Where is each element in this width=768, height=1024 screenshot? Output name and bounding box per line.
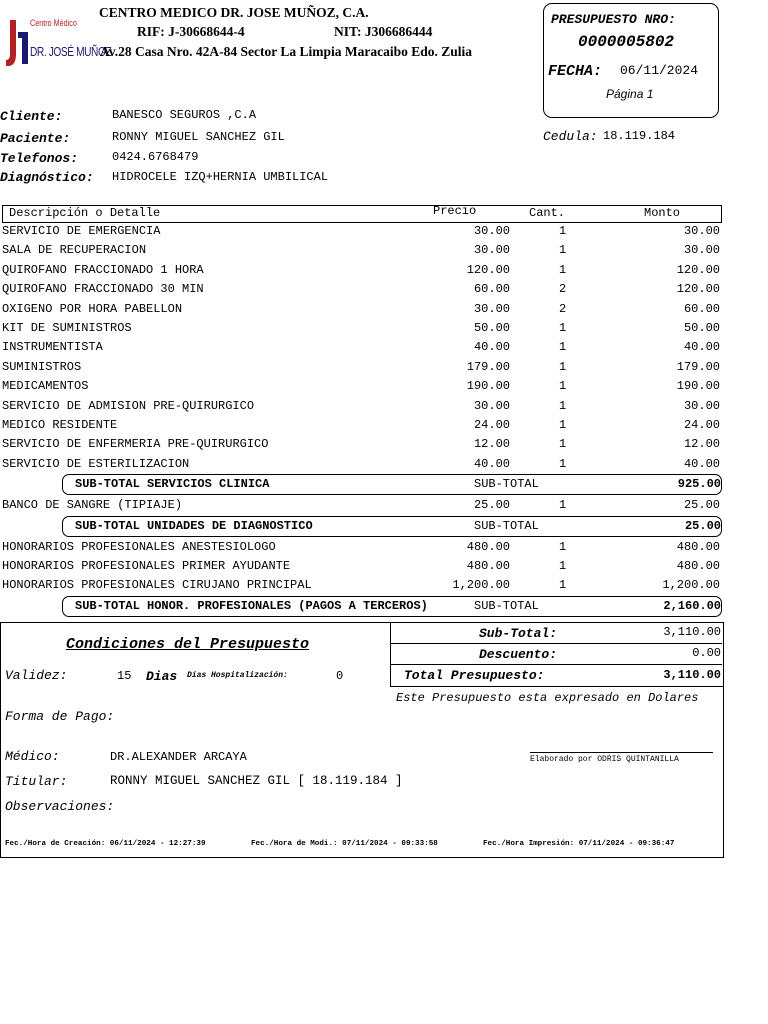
hospitalization-value: 0 bbox=[336, 669, 344, 683]
table-row bbox=[0, 279, 722, 298]
item-price: 120.00 bbox=[466, 262, 510, 277]
item-price: 179.00 bbox=[466, 359, 510, 374]
item-quantity: 1 bbox=[559, 340, 567, 355]
item-amount: 50.00 bbox=[683, 321, 720, 335]
subtotal-amount: 25.00 bbox=[684, 518, 721, 533]
item-quantity: 1 bbox=[559, 262, 567, 277]
total-value: 3,110.00 bbox=[663, 668, 721, 682]
table-row bbox=[0, 240, 722, 259]
item-description: SUMINISTROS bbox=[2, 359, 82, 374]
footer-printed: Fec./Hora Impresión: 07/11/2024 - 09:36:47 bbox=[483, 840, 675, 848]
subtotal-value: 3,110.00 bbox=[663, 625, 721, 639]
item-price: 12.00 bbox=[473, 437, 510, 452]
item-amount: 1,200.00 bbox=[662, 578, 720, 593]
signature-line bbox=[530, 752, 713, 753]
item-description: MEDICO RESIDENTE bbox=[2, 418, 118, 432]
col-qty-header: Cant. bbox=[529, 206, 566, 220]
item-description: SALA DE RECUPERACION bbox=[2, 243, 147, 258]
phones-label: Telefonos: bbox=[0, 151, 79, 166]
item-quantity: 1 bbox=[559, 539, 567, 554]
item-amount: 40.00 bbox=[683, 456, 720, 471]
company-address: Av.28 Casa Nro. 42A-84 Sector La Limpia Maracaibo Edo. Zulia bbox=[100, 44, 473, 59]
subtotal-row bbox=[62, 596, 722, 617]
total-label: Total Presupuesto: bbox=[404, 668, 545, 683]
item-description: HONORARIOS PROFESIONALES CIRUJANO PRINCIPAL bbox=[2, 578, 312, 593]
item-price: 50.00 bbox=[473, 321, 510, 335]
item-quantity: 1 bbox=[559, 437, 567, 452]
subtotal-tag: SUB-TOTAL bbox=[474, 518, 539, 533]
phones-value: 0424.6768479 bbox=[112, 150, 199, 164]
table-row bbox=[0, 495, 722, 514]
id-value: 18.119.184 bbox=[603, 129, 676, 143]
table-row bbox=[0, 221, 722, 240]
subtotal-tag: SUB-TOTAL bbox=[474, 598, 539, 613]
item-description: MEDICAMENTOS bbox=[2, 379, 89, 394]
item-price: 30.00 bbox=[473, 224, 510, 238]
table-row bbox=[0, 454, 722, 473]
company-name: CENTRO MEDICO DR. JOSE MUÑOZ, C.A. bbox=[99, 5, 369, 20]
hospitalization-label: Días Hospitalización: bbox=[187, 671, 288, 680]
diagnosis-value: HIDROCELE IZQ+HERNIA UMBILICAL bbox=[112, 170, 329, 184]
item-amount: 30.00 bbox=[683, 398, 720, 413]
table-row bbox=[0, 434, 722, 453]
item-amount: 12.00 bbox=[683, 437, 720, 452]
subtotal-amount: 2,160.00 bbox=[663, 598, 721, 613]
clinic-logo bbox=[4, 14, 112, 76]
subtotal-row bbox=[62, 474, 722, 495]
item-price: 30.00 bbox=[473, 398, 510, 413]
subtotal-label: SUB-TOTAL HONOR. PROFESIONALES (PAGOS A TERCEROS) bbox=[75, 598, 428, 613]
item-description: HONORARIOS PROFESIONALES PRIMER AYUDANTE bbox=[2, 559, 291, 573]
discount-label: Descuento: bbox=[479, 647, 558, 662]
doctor-label: Médico: bbox=[5, 749, 60, 764]
item-price: 190.00 bbox=[466, 379, 510, 394]
subtotal-label: SUB-TOTAL UNIDADES DE DIAGNOSTICO bbox=[75, 518, 313, 533]
table-row bbox=[0, 415, 722, 434]
budget-number: 0000005802 bbox=[578, 33, 675, 51]
item-price: 25.00 bbox=[473, 498, 510, 513]
item-quantity: 1 bbox=[559, 559, 567, 573]
item-amount: 60.00 bbox=[683, 301, 720, 316]
item-amount: 30.00 bbox=[683, 243, 720, 258]
footer-modified: Fec./Hora de Modi.: 07/11/2024 - 09:33:58 bbox=[251, 840, 438, 848]
table-row bbox=[0, 337, 722, 356]
subtotal-label: SUB-TOTAL SERVICIOS CLINICA bbox=[75, 477, 270, 492]
company-rif: RIF: J-30668644-4 bbox=[137, 24, 245, 39]
item-quantity: 1 bbox=[559, 224, 567, 238]
col-price-header: Precio bbox=[433, 204, 477, 218]
patient-value: RONNY MIGUEL SANCHEZ GIL bbox=[112, 130, 285, 144]
prepared-by: Elaborado por ODRIS QUINTANILLA bbox=[530, 755, 679, 764]
date-label: FECHA: bbox=[548, 63, 603, 80]
item-description: KIT DE SUMINISTROS bbox=[2, 321, 132, 335]
item-price: 60.00 bbox=[473, 282, 510, 297]
holder-value: RONNY MIGUEL SANCHEZ GIL [ 18.119.184 ] bbox=[110, 774, 403, 788]
subtotal-tag: SUB-TOTAL bbox=[474, 477, 539, 492]
item-quantity: 1 bbox=[559, 498, 567, 513]
client-value: BANESCO SEGUROS ,C.A bbox=[112, 108, 257, 122]
item-quantity: 1 bbox=[559, 398, 567, 413]
item-amount: 120.00 bbox=[676, 262, 720, 277]
subtotal-row bbox=[62, 516, 722, 537]
conditions-title: Condiciones del Presupuesto bbox=[66, 636, 310, 653]
payment-label: Forma de Pago: bbox=[5, 709, 115, 724]
notes-label: Observaciones: bbox=[5, 799, 115, 814]
totals-divider bbox=[390, 643, 722, 644]
page-number: Página 1 bbox=[606, 87, 654, 101]
item-quantity: 1 bbox=[559, 321, 567, 335]
item-description: BANCO DE SANGRE (TIPIAJE) bbox=[2, 498, 183, 513]
item-quantity: 1 bbox=[559, 418, 567, 432]
patient-label: Paciente: bbox=[0, 131, 71, 146]
item-price: 40.00 bbox=[473, 456, 510, 471]
item-quantity: 1 bbox=[559, 456, 567, 471]
currency-note: Este Presupuesto esta expresado en Dolares bbox=[396, 691, 699, 705]
item-amount: 24.00 bbox=[683, 418, 720, 432]
table-row bbox=[0, 318, 722, 337]
item-price: 480.00 bbox=[466, 559, 510, 573]
item-description: SERVICIO DE ESTERILIZACION bbox=[2, 456, 190, 471]
item-quantity: 1 bbox=[559, 578, 567, 593]
table-row bbox=[0, 357, 722, 376]
table-row bbox=[0, 556, 722, 575]
item-quantity: 2 bbox=[559, 301, 567, 316]
item-amount: 190.00 bbox=[676, 379, 720, 394]
validity-unit: Dias bbox=[146, 669, 178, 684]
subtotal-amount: 925.00 bbox=[677, 477, 721, 492]
item-amount: 179.00 bbox=[676, 359, 720, 374]
item-amount: 30.00 bbox=[683, 224, 720, 238]
budget-number-box bbox=[543, 3, 719, 118]
col-desc-header: Descripción o Detalle bbox=[9, 206, 161, 220]
table-row bbox=[0, 376, 722, 395]
budget-title: PRESUPUESTO NRO: bbox=[551, 12, 676, 27]
item-quantity: 1 bbox=[559, 243, 567, 258]
logo-line1: Centro Médico bbox=[30, 18, 77, 28]
table-row bbox=[0, 396, 722, 415]
item-price: 1,200.00 bbox=[452, 578, 510, 593]
item-description: OXIGENO POR HORA PABELLON bbox=[2, 301, 183, 316]
item-amount: 480.00 bbox=[676, 559, 720, 573]
item-description: HONORARIOS PROFESIONALES ANESTESIOLOGO bbox=[2, 539, 276, 554]
validity-label: Validez: bbox=[5, 668, 68, 683]
totals-divider bbox=[390, 664, 722, 665]
item-amount: 120.00 bbox=[676, 282, 720, 297]
budget-date: 06/11/2024 bbox=[620, 63, 699, 78]
subtotal-label: Sub-Total: bbox=[479, 626, 558, 641]
company-nit: NIT: J306686444 bbox=[334, 24, 433, 39]
item-quantity: 1 bbox=[559, 359, 567, 374]
doctor-value: DR.ALEXANDER ARCAYA bbox=[110, 750, 247, 764]
item-quantity: 1 bbox=[559, 379, 567, 394]
item-price: 480.00 bbox=[466, 539, 510, 554]
item-quantity: 2 bbox=[559, 282, 567, 297]
item-description: SERVICIO DE ADMISION PRE-QUIRURGICO bbox=[2, 398, 255, 413]
footer-created: Fec./Hora de Creación: 06/11/2024 - 12:27:39 bbox=[5, 840, 206, 848]
item-description: SERVICIO DE ENFERMERIA PRE-QUIRURGICO bbox=[2, 437, 269, 452]
table-row bbox=[0, 299, 722, 318]
item-price: 30.00 bbox=[473, 301, 510, 316]
item-description: INSTRUMENTISTA bbox=[2, 340, 103, 355]
item-amount: 25.00 bbox=[683, 498, 720, 513]
item-price: 24.00 bbox=[473, 418, 510, 432]
logo-line2: DR. JOSÉ MUÑOZ bbox=[30, 44, 112, 59]
holder-label: Titular: bbox=[5, 774, 68, 789]
discount-value: 0.00 bbox=[692, 646, 721, 660]
diagnosis-label: Diagnóstico: bbox=[0, 170, 94, 185]
id-label: Cedula: bbox=[543, 129, 598, 144]
client-label: Cliente: bbox=[0, 109, 63, 124]
item-description: SERVICIO DE EMERGENCIA bbox=[2, 224, 161, 238]
line-items bbox=[0, 221, 722, 621]
table-row bbox=[0, 260, 722, 279]
col-amount-header: Monto bbox=[644, 206, 681, 220]
table-row bbox=[0, 537, 722, 556]
table-row bbox=[0, 575, 722, 594]
item-price: 30.00 bbox=[473, 243, 510, 258]
item-price: 40.00 bbox=[473, 340, 510, 355]
item-description: QUIROFANO FRACCIONADO 1 HORA bbox=[2, 262, 204, 277]
item-description: QUIROFANO FRACCIONADO 30 MIN bbox=[2, 282, 204, 297]
item-amount: 480.00 bbox=[676, 539, 720, 554]
validity-value: 15 bbox=[117, 669, 132, 683]
item-amount: 40.00 bbox=[683, 340, 720, 355]
